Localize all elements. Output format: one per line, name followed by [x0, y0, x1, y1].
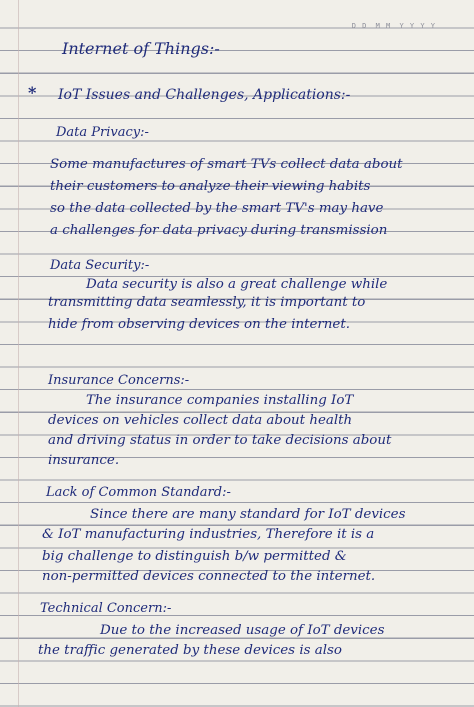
text-line: big challenge to distinguish b/w permitted & — [42, 549, 347, 564]
text-line: a challenges for data privacy during transmission — [50, 223, 388, 238]
date-day: D D — [351, 22, 368, 30]
heading-technical-concern: Technical Concern:- — [40, 601, 172, 616]
text-line: & IoT manufacturing industries, Therefore it is a — [42, 527, 375, 542]
text-line: transmitting data seamlessly, it is important to — [48, 295, 366, 310]
heading-lack-of-common-standard: Lack of Common Standard:- — [46, 485, 231, 500]
text-line: Data security is also a great challenge while — [86, 277, 388, 292]
text-line: so the data collected by the smart TV's may have — [50, 201, 384, 216]
text-line: their customers to analyze their viewing habits — [50, 179, 371, 194]
heading-data-security: Data Security:- — [50, 258, 150, 273]
text-line: hide from observing devices on the internet. — [48, 317, 350, 332]
text-line: Since there are many standard for IoT devices — [90, 507, 406, 522]
heading-insurance-concerns: Insurance Concerns:- — [48, 373, 190, 388]
bullet-star-icon: * — [28, 83, 37, 102]
text-line: and driving status in order to take decisions about — [48, 433, 392, 448]
text-line: the traffic generated by these devices is also — [38, 643, 342, 658]
text-line: Some manufactures of smart TVs collect data about — [50, 157, 403, 172]
date-box — [349, 22, 436, 30]
section-heading: IoT Issues and Challenges, Applications:- — [58, 87, 351, 103]
date-month: M M — [375, 22, 392, 30]
text-line: non-permitted devices connected to the internet. — [42, 569, 376, 584]
margin-line — [18, 0, 19, 707]
page-title: Internet of Things:- — [62, 39, 220, 58]
text-line: The insurance companies installing IoT — [86, 393, 354, 408]
text-line: devices on vehicles collect data about health — [48, 413, 353, 428]
heading-data-privacy: Data Privacy:- — [56, 125, 149, 140]
text-line: insurance. — [48, 453, 120, 468]
text-line: Due to the increased usage of IoT devices — [100, 623, 385, 638]
date-year: Y Y Y Y — [399, 22, 436, 30]
